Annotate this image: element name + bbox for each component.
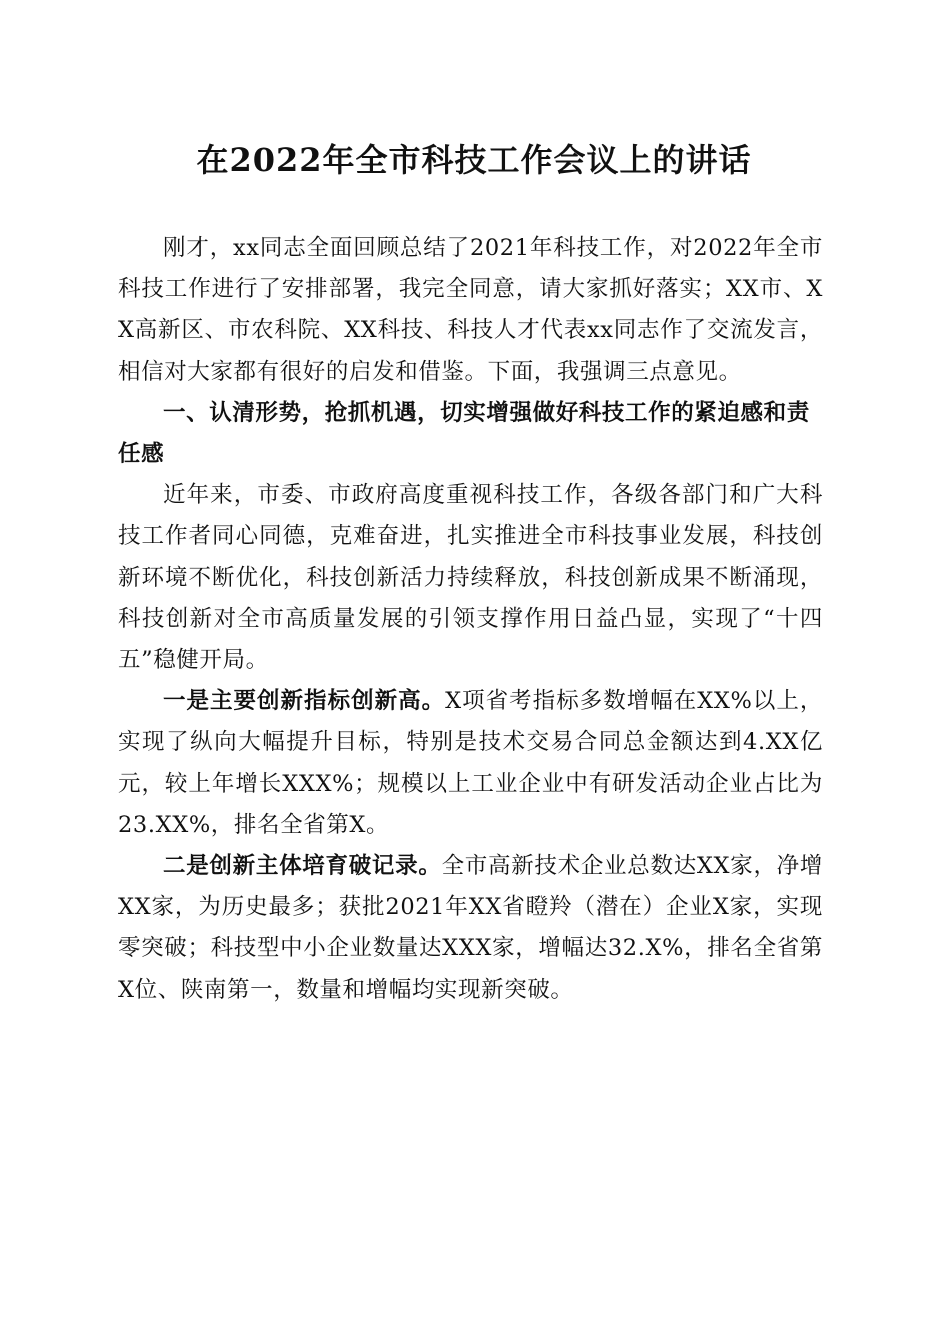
point-1-paragraph [118, 681, 823, 846]
document-body [118, 228, 823, 1011]
point-1-text: X项省考指标多数增幅在XX%以上，实现了纵向大幅提升目标，特别是技术交易合同总金额达到4.XX亿元，较上年增长XXX%；规模以上工业企业中有研发活动企业占比为23.XX%，排名全省第X。 [118, 688, 823, 838]
point-2-paragraph [118, 846, 823, 1011]
section-heading-1: 一、认清形势，抢抓机遇，切实增强做好科技工作的紧迫感和责任感 [118, 399, 810, 468]
point-2-lead: 二是创新主体培育破记录。 [163, 853, 442, 880]
document-title: 在2022年全市科技工作会议上的讲话 [196, 141, 752, 179]
intro-paragraph: 刚才，xx同志全面回顾总结了2021年科技工作，对2022年全市科技工作进行了安排部署，我完全同意，请大家抓好落实；XX市、XX高新区、市农科院、XX科技、科技人才代表xx同志作了交流发言，相信对大家都有很好的启发和借鉴。下面，我强调三点意见。 [118, 235, 823, 385]
point-2-text: 全市高新技术企业总数达XX家，净增XX家，为历史最多；获批2021年XX省瞪羚（潜在）企业X家，实现零突破；科技型中小企业数量达XXX家，增幅达32.X%，排名全省第X位、陕南第一，数量和增幅均实现新突破。 [118, 853, 823, 1003]
point-1-lead: 一是主要创新指标创新高。 [163, 688, 446, 715]
section-1-paragraph: 近年来，市委、市政府高度重视科技工作，各级各部门和广大科技工作者同心同德，克难奋进，扎实推进全市科技事业发展，科技创新环境不断优化，科技创新活力持续释放，科技创新成果不断涌现，科技创新对全市高质量发展的引领支撑作用日益凸显，实现了“十四五”稳健开局。 [118, 482, 823, 674]
